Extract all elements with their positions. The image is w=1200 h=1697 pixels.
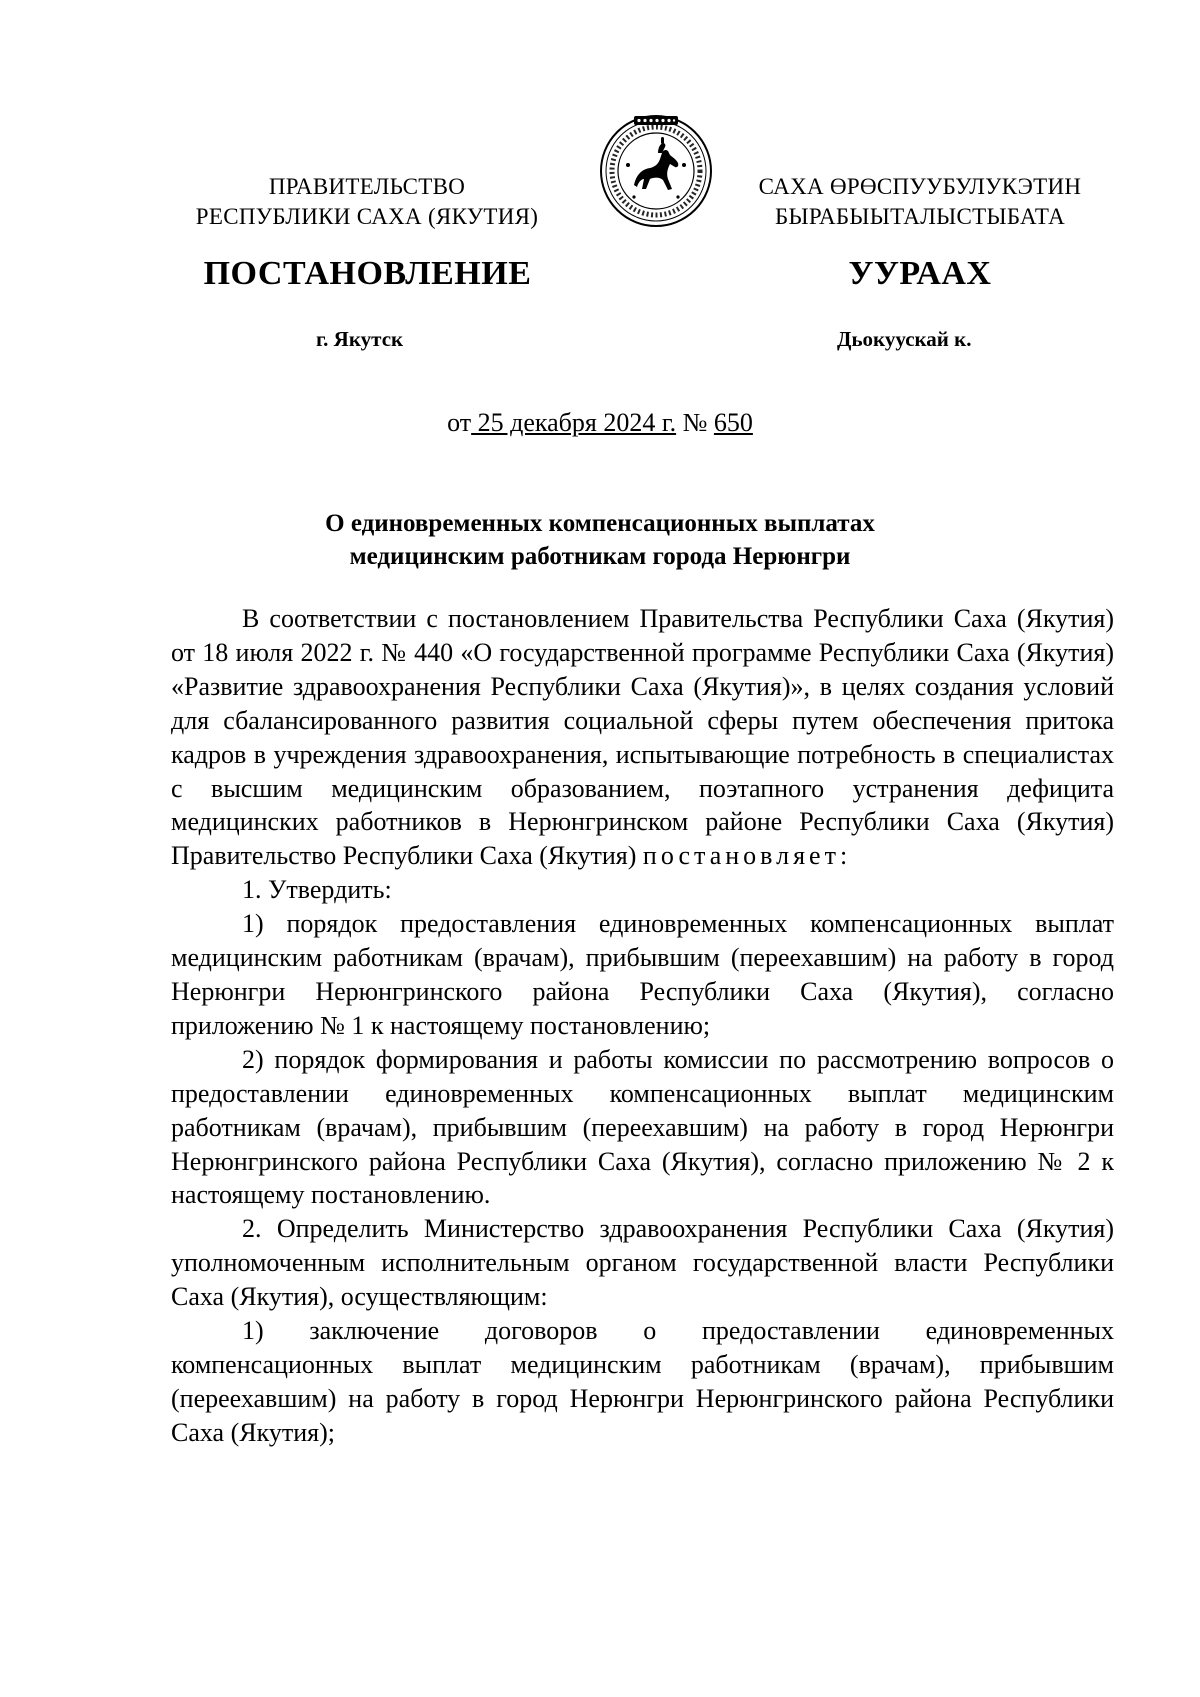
title-line-2: медицинским работникам города Нерюнгри [349, 543, 851, 570]
doc-type-russian: ПОСТАНОВЛЕНИЕ [203, 255, 532, 292]
title-line-1: О единовременных компенсационных выплатах [325, 510, 875, 537]
government-line-1-yakut: САХА ӨРӨСПУУБУЛУКЭТИН [758, 174, 1082, 199]
document-body [171, 602, 1114, 1450]
city-russian: г. Якутск [316, 327, 404, 351]
preamble-text: В соответствии с постановлением Правительства Республики Саха (Якутия) от 18 июля 2022 г. № 440 «О государственной программе Республики Саха (Якутия) «Развитие здравоохранения Республики Саха (Якутия)», в целях создания условий для сбалансированного развития социальной сферы путем обеспечения притока кадров в учреждения здравоохранения, испытывающие потребность в специалистах с высшим медицинским образованием, поэтапного устранения дефицита медицинских работников в Нерюнгринском районе Республики Саха (Якутия) Правительство Республики Саха (Якутия) [171, 604, 1114, 871]
government-name-yakut [735, 172, 1105, 232]
government-name-russian [182, 172, 552, 232]
number-sign: № [676, 408, 714, 437]
document-date: 25 декабря 2024 г. [471, 408, 677, 437]
clause-1-item-1: 1) порядок предоставления единовременных компенсационных выплат медицинским работникам (врачам), прибывшим (переехавшим) на работу в город Нерюнгри Нерюнгринского района Республики Саха (Якутия), согласно приложению № 1 к настоящему постановлению; [171, 909, 1114, 1040]
government-line-2-yakut: БЫРАБЫЫТАЛЫСТЫБАТА [774, 204, 1066, 229]
clause-1: 1. Утвердить: [242, 875, 392, 905]
doc-type-yakut: УУРААХ [848, 255, 992, 292]
preamble-end: : [839, 841, 848, 871]
government-line-2: РЕСПУБЛИКИ САХА (ЯКУТИЯ) [195, 204, 539, 229]
government-line-1: ПРАВИТЕЛЬСТВО [268, 174, 466, 199]
clause-2-item-1: 1) заключение договоров о предоставлении единовременных компенсационных выплат медицинским работникам (врачам), прибывшим (переехавшим) на работу в город Нерюнгри Нерюнгринского района Республики Саха (Якутия); [171, 1316, 1114, 1447]
preamble-paragraph [171, 602, 1114, 873]
coat-of-arms-emblem-icon [598, 113, 714, 229]
clause-1-item-2: 2) порядок формирования и работы комиссии по рассмотрению вопросов о предоставлении единовременных компенсационных выплат медицинским работникам (врачам), прибывшим (переехавшим) на работу в город Нерюнгри Нерюнгринского района Республики Саха (Якутия), согласно приложению № 2 к настоящему постановлению. [171, 1044, 1114, 1210]
resolves-word: постановляет [642, 841, 840, 871]
city-yakut: Дьокуускай к. [837, 327, 972, 351]
document-title [170, 507, 1030, 573]
date-number-line [0, 408, 1200, 438]
document-number: 650 [713, 408, 753, 437]
clause-2: 2. Определить Министерство здравоохранения Республики Саха (Якутия) уполномоченным исполнительным органом государственной власти Республики Саха (Якутия), осуществляющим: [171, 1214, 1114, 1312]
date-prefix: от [447, 408, 472, 437]
